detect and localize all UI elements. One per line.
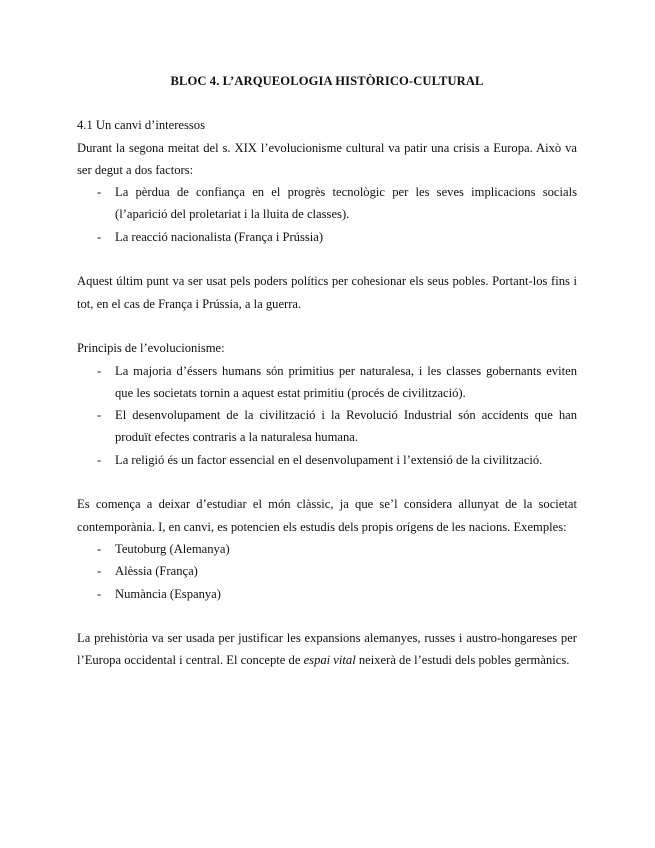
spacer <box>77 315 577 337</box>
factors-list <box>77 181 577 248</box>
examples-list <box>77 538 577 605</box>
spacer <box>77 248 577 270</box>
list-item: - La pèrdua de confiança en el progrès tecnològic per les seves implicacions socials (l’aparició del proletariat i la lluita de classes). <box>77 181 577 226</box>
list-item: - Numància (Espanya) <box>77 583 577 605</box>
classic-paragraph: Es comença a deixar d’estudiar el món clàssic, ja que se’l considera allunyat de la societat contemporània. I, en canvi, es potencien els estudis dels propis orígens de les nacions. Exemples: <box>77 497 577 534</box>
list-item: - Alèssia (França) <box>77 560 577 582</box>
list-item: - La reacció nacionalista (França i Prússia) <box>77 226 577 248</box>
prehistory-text-end: neixerà de l’estudi dels pobles germànics. <box>355 653 570 668</box>
section-heading: 4.1 Un canvi d’interessos <box>77 118 206 133</box>
list-item: - La majoria d’éssers humans són primitius per naturalesa, i les classes gobernants eviten que les societats tornin a aquest estat primitiu (procés de civilització). <box>77 360 577 405</box>
principles-list <box>77 360 577 471</box>
document-page <box>77 70 577 672</box>
list-item: - Teutoburg (Alemanya) <box>77 538 577 560</box>
prehistory-text-start: La prehistòria va ser usada per justificar les expansions alemanyes, russes i austro-hongareses per l’Europa occidental i central. El concepte de <box>77 631 577 668</box>
nationalism-paragraph: Aquest últim punt va ser usat pels poders polítics per cohesionar els seus pobles. Portant-los fins i tot, en el cas de França i Prússia, a la guerra. <box>77 274 577 311</box>
prehistory-paragraph <box>77 627 577 672</box>
intro-paragraph: Durant la segona meitat del s. XIX l’evolucionisme cultural va patir una crisis a Europa. Això va ser degut a dos factors: <box>77 140 577 177</box>
espai-vital-term: espai vital <box>303 653 356 668</box>
list-item: - El desenvolupament de la civilització i la Revolució Industrial són accidents que han produït efectes contraris a la naturalesa humana. <box>77 404 577 449</box>
principles-heading: Principis de l’evolucionisme: <box>77 341 225 356</box>
list-item: - La religió és un factor essencial en el desenvolupament i l’extensió de la civilització. <box>77 449 577 471</box>
spacer <box>77 471 577 493</box>
document-title: BLOC 4. L’ARQUEOLOGIA HISTÒRICO-CULTURAL <box>170 74 484 88</box>
spacer <box>77 605 577 627</box>
